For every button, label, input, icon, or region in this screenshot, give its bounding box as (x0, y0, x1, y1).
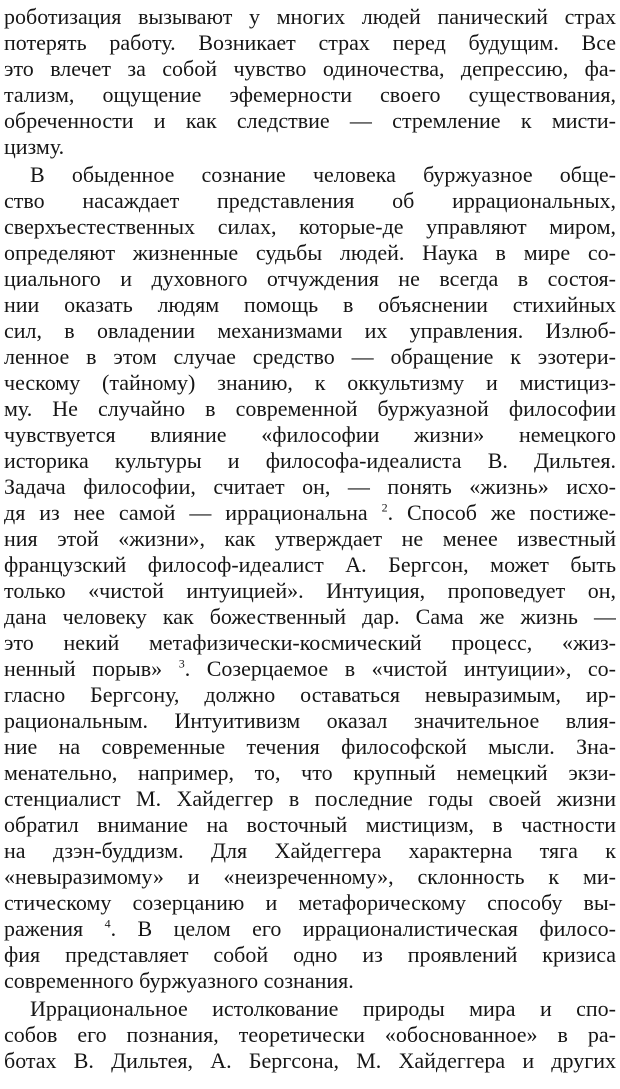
text-line: стенциалист М. Хайдеггер в последние годы своей жизни (4, 786, 616, 811)
text-line: Задача философии, считает он, — понять «жизнь» исхо- (4, 474, 616, 499)
text-line: ческому (тайному) знанию, к оккультизму и мистициз- (4, 370, 616, 395)
text-line: роботизация вызывают у многих людей панический страх (4, 4, 616, 29)
text-line: историка культуры и философа-идеалиста В. Дильтея. (4, 448, 616, 473)
text-line: чувствуется влияние «философии жизни» немецкого (4, 422, 616, 447)
paragraph-first-line: В обыденное сознание человека буржуазное обще- (30, 162, 616, 187)
text-line: ние на современные течения философской мысли. Зна- (4, 734, 616, 759)
text-line: обратил внимание на восточный мистицизм, в частности (4, 812, 616, 837)
text-line: определяют жизненные судьбы людей. Наука в мире со- (4, 240, 616, 265)
text-line: рациональным. Интуитивизм оказал значительное влия- (4, 708, 616, 733)
paragraph-first-line: Иррациональное истолкование природы мира и спо- (30, 996, 616, 1021)
text-line: ленное в этом случае средство — обращение к эзотери- (4, 344, 616, 369)
text-line: французский философ-идеалист А. Бергсон, может быть (4, 552, 616, 577)
text-line: гласно Бергсону, должно оставаться невыразимым, ир- (4, 682, 616, 707)
text-line: ботах В. Дильтея, А. Бергсона, М. Хайдеггера и других (4, 1048, 616, 1073)
text-line-footnote: ненный порыв» $^3$. Созерцаемое в «чистой интуиции», со- (4, 656, 616, 681)
text-line: сил, в овладении механизмами их управления. Излюб- (4, 318, 616, 343)
text-line: менательно, например, то, что крупный немецкий экзи- (4, 760, 616, 785)
text-line: тализм, ощущение эфемерности своего существования, (4, 82, 616, 107)
text-line: сверхъестественных силах, которые-де управляют миром, (4, 214, 616, 239)
text-line: му. Не случайно в современной буржуазной философии (4, 396, 616, 421)
text-line: ство насаждает представления об иррациональных, (4, 188, 616, 213)
text-line: фия представляет собой одно из проявлений кризиса (4, 942, 616, 967)
text-line: цизму. (4, 134, 65, 159)
footnote-mark: 4 (104, 916, 111, 931)
text-line: ния этой «жизни», как утверждает не менее известный (4, 526, 616, 551)
text-line-footnote: дя из нее самой — иррациональна $^2$. Способ же постиже- (4, 500, 616, 525)
text-line: потерять работу. Возникает страх перед будущим. Все (4, 30, 616, 55)
text-line: обреченности и как следствие — стремление к мисти- (4, 108, 616, 133)
text-line: «невыразимому» и «неизреченному», склонность к ми- (4, 864, 616, 889)
text-line: современного буржуазного сознания. (4, 968, 354, 993)
text-line: циального и духовного отчуждения не всегда в состоя- (4, 266, 616, 291)
text-line: только «чистой интуицией». Интуиция, проповедует он, (4, 578, 616, 603)
text-line: стическому созерцанию и метафорическому способу вы- (4, 890, 616, 915)
text-line: дана человеку как божественный дар. Сама же жизнь — (4, 604, 616, 629)
text-line: нии оказать людям помощь в объяснении стихийных (4, 292, 616, 317)
text-line: это некий метафизически-космический процесс, «жиз- (4, 630, 616, 655)
footnote-mark: 2 (381, 500, 388, 515)
footnote-mark: 3 (178, 656, 185, 671)
text-line: на дзэн-буддизм. Для Хайдеггера характерна тяга к (4, 838, 616, 863)
book-page (4, 0, 616, 1089)
text-line: собов его познания, теоретически «обоснованное» в ра- (4, 1022, 616, 1047)
text-line: это влечет за собой чувство одиночества, депрессию, фа- (4, 56, 616, 81)
text-line-footnote: ражения $^4$. В целом его иррационалистическая филосо- (4, 916, 616, 941)
